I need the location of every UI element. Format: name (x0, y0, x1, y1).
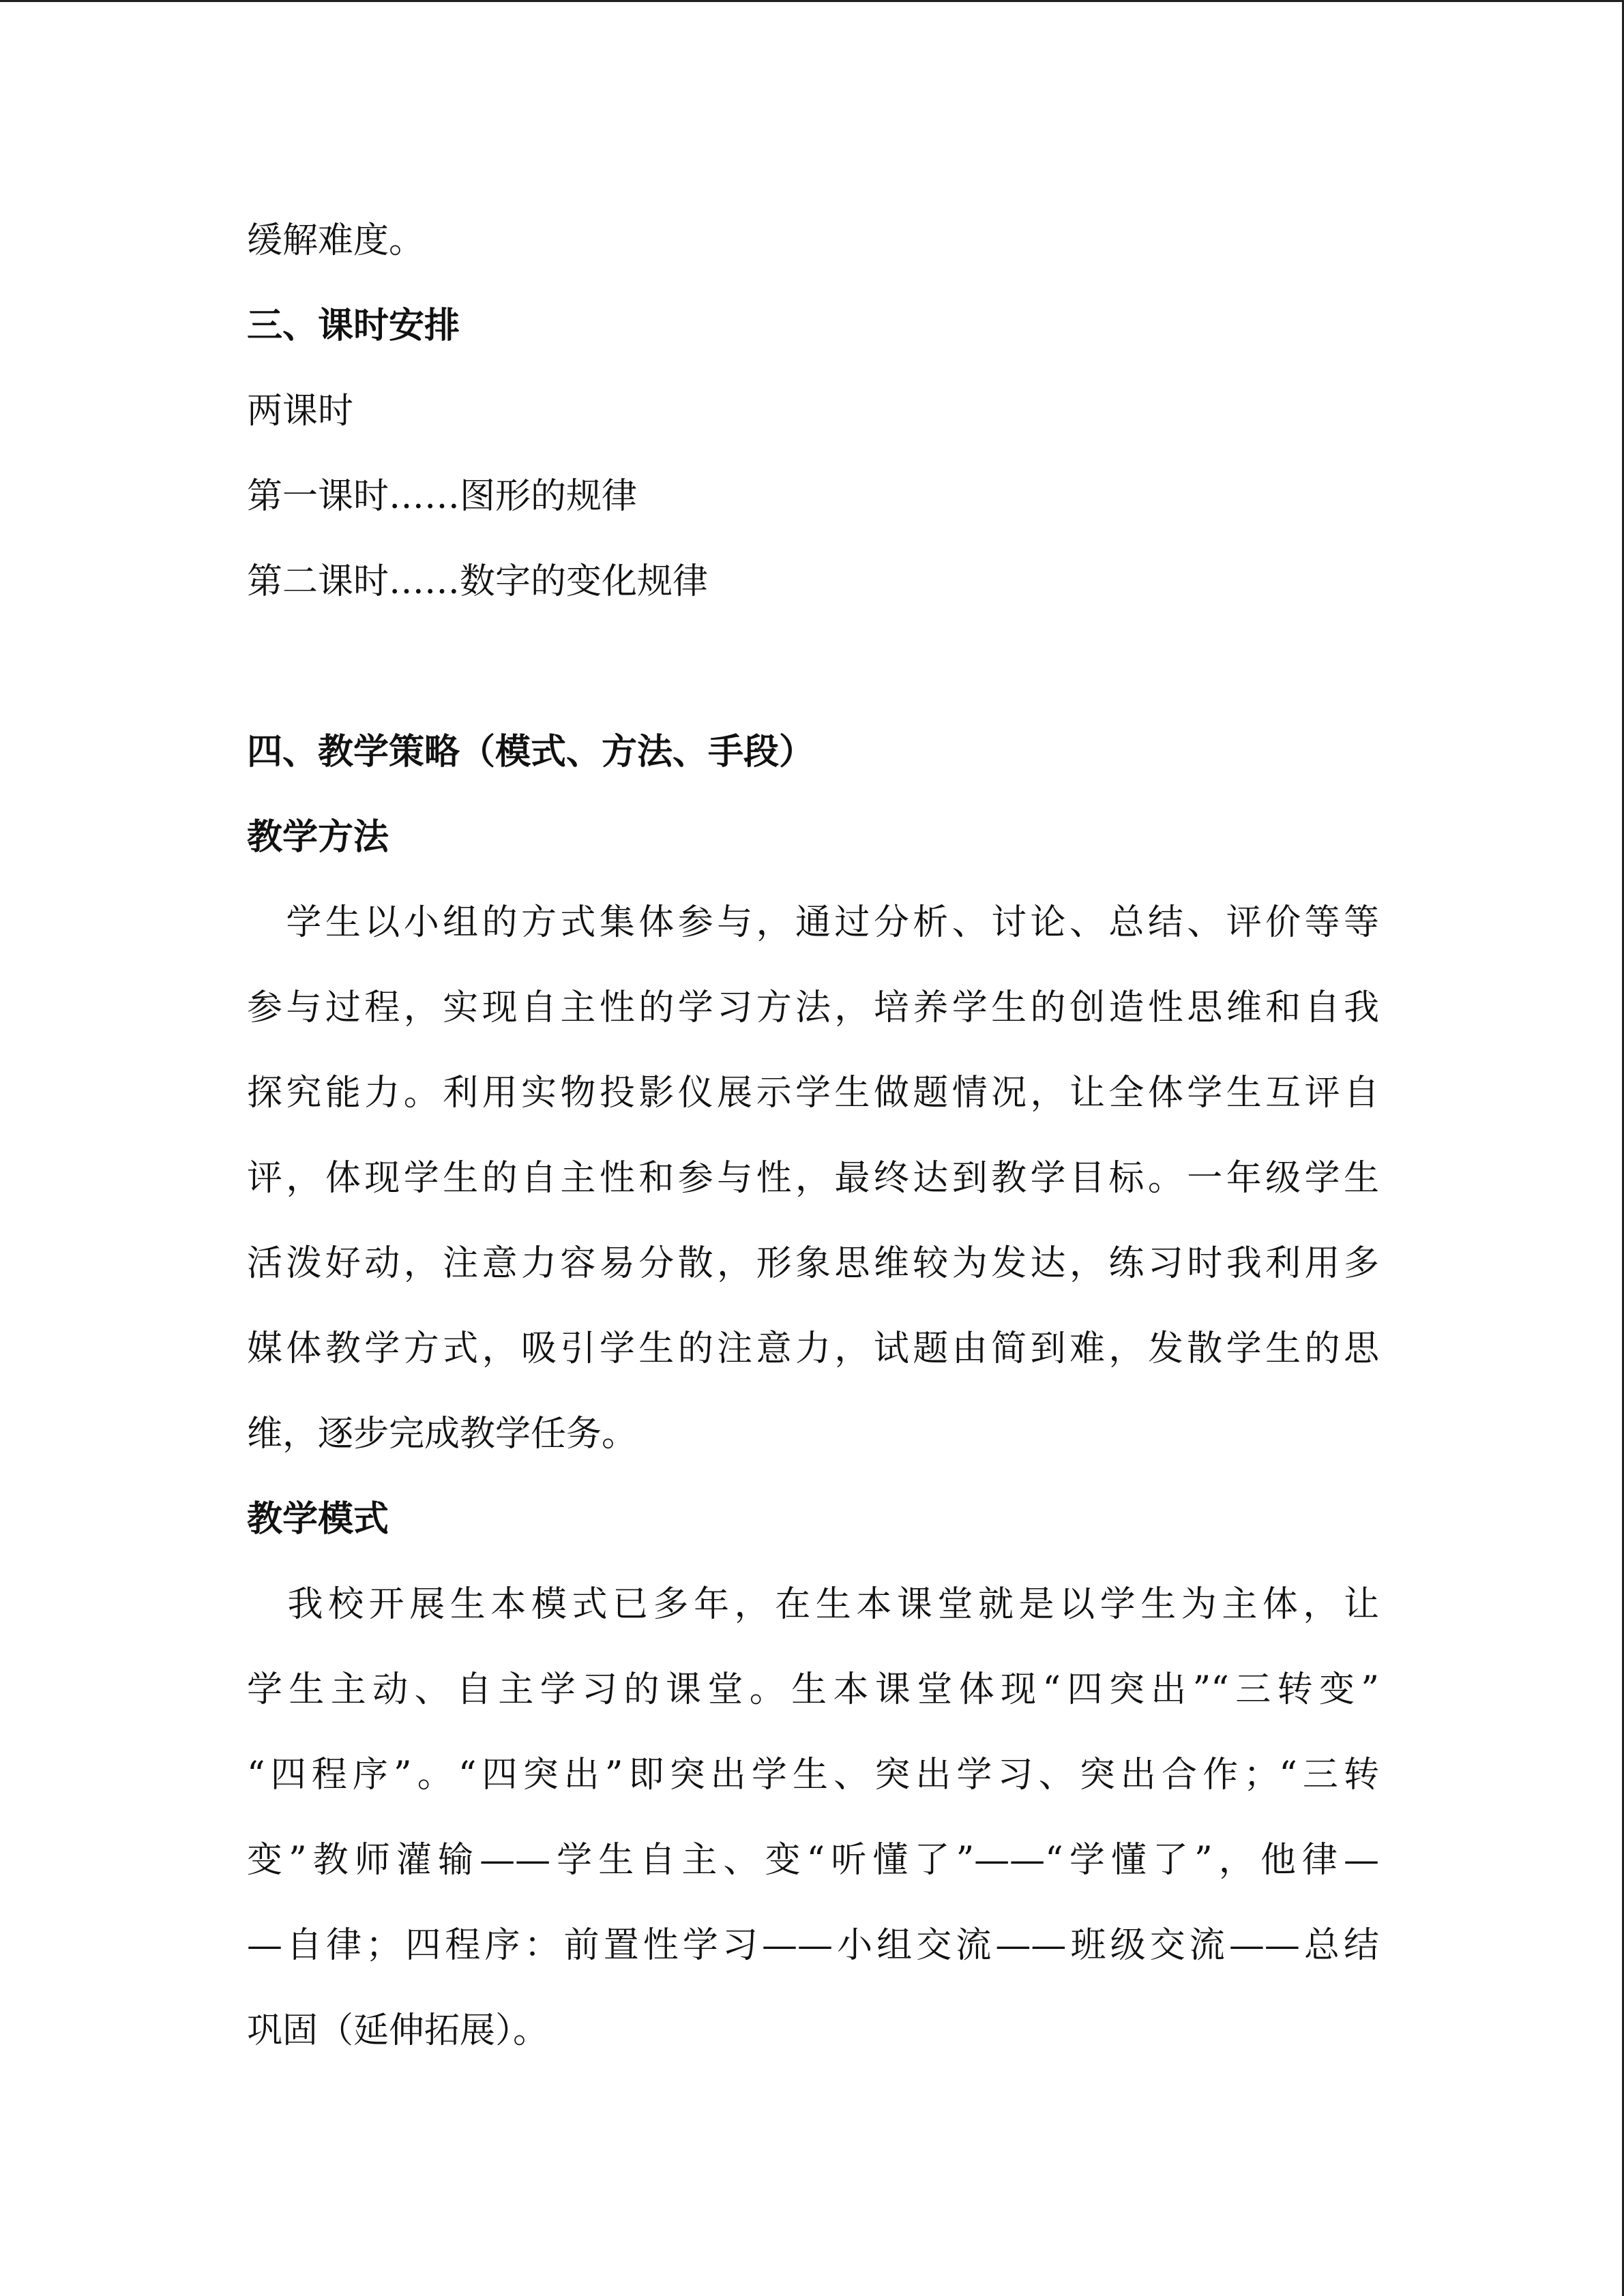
mode-line: 巩固（延伸拓展）。 (247, 2010, 549, 2051)
mode-line: 我校开展生本模式已多年，在生本课堂就是以学生为主体，让 (247, 1584, 1379, 1625)
methods-line: 活泼好动，注意力容易分散，形象思维较为发达，练习时我利用多 (247, 1243, 1379, 1284)
methods-line: 参与过程，实现自主性的学习方法，培养学生的创造性思维和自我 (247, 987, 1379, 1028)
mode-line: 学生主动、自主学习的课堂。生本课堂体现“四突出”“三转变” (247, 1669, 1379, 1710)
methods-line: 探究能力。利用实物投影仪展示学生做题情况，让全体学生互评自 (247, 1073, 1379, 1114)
schedule-lesson-2: 第二课时……数字的变化规律 (247, 561, 709, 602)
mode-line: “四程序”。“四突出”即突出学生、突出学习、突出合作；“三转 (247, 1755, 1379, 1795)
schedule-total: 两课时 (247, 391, 354, 432)
methods-heading: 教学方法 (247, 817, 389, 858)
methods-line: 维，逐步完成教学任务。 (247, 1414, 638, 1455)
schedule-lesson-1: 第一课时……图形的规律 (247, 476, 638, 517)
mode-line: 变”教师灌输——学生自主、变“听懂了”——“学懂了”，他律— (247, 1840, 1379, 1881)
mode-heading: 教学模式 (247, 1499, 389, 1540)
methods-line: 评，体现学生的自主性和参与性，最终达到教学目标。一年级学生 (247, 1158, 1379, 1199)
intro-tail-text: 缓解难度。 (247, 220, 425, 261)
mode-line: —自律；四程序：前置性学习——小组交流——班级交流——总结 (247, 1925, 1379, 1966)
methods-line: 学生以小组的方式集体参与，通过分析、讨论、总结、评价等等 (247, 902, 1379, 943)
methods-line: 媒体教学方式，吸引学生的注意力，试题由简到难，发散学生的思 (247, 1328, 1379, 1369)
schedule-heading: 三、课时安排 (247, 305, 460, 346)
strategy-heading: 四、教学策略（模式、方法、手段） (247, 732, 815, 773)
